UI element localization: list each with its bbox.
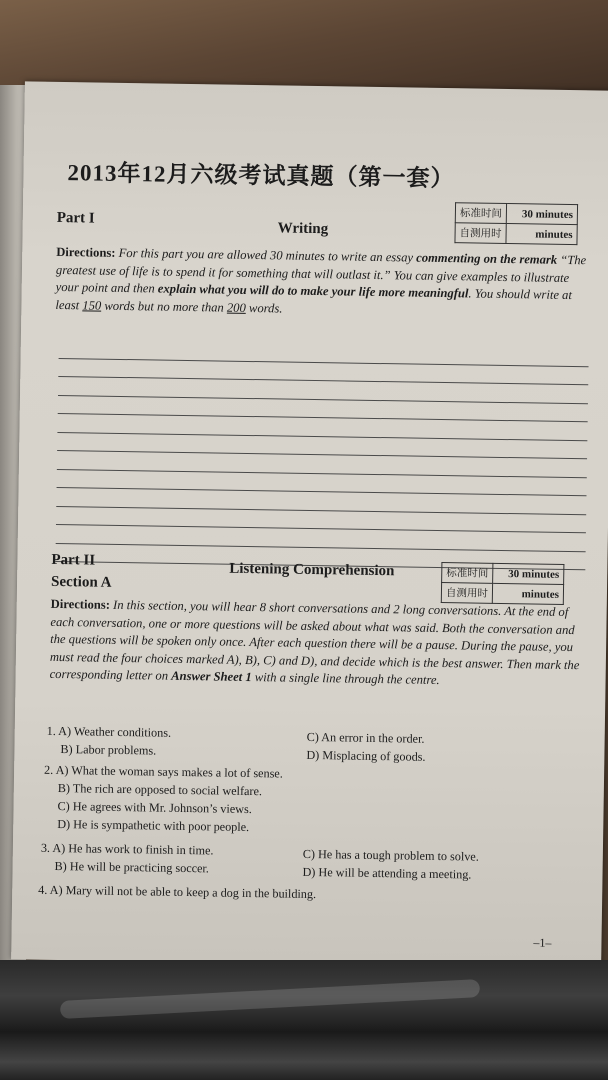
question-option: B) Labor problems.: [60, 742, 157, 758]
part1-title: Writing: [277, 220, 329, 238]
question-option: D) He will be attending a meeting.: [302, 864, 472, 882]
word-max: 200: [226, 300, 246, 315]
page-title: 2013年12月六级考试真题（第一套）: [67, 160, 455, 192]
plastic-wrap: [0, 960, 608, 1080]
question-option: 2. A) What the woman says makes a lot of sense.: [44, 762, 283, 781]
answer-sheet-ref: Answer Sheet 1: [171, 668, 252, 685]
directions-text: words.: [245, 300, 283, 315]
directions-text: words but no more than: [101, 298, 228, 315]
time-label: 标准时间: [442, 563, 493, 584]
time-value: 30 minutes: [506, 204, 577, 225]
directions-text: “The greatest use of life is to spend it for something that will outlast it.” You can give examples to illustrate your point and then: [55, 252, 587, 296]
directions-label: Directions:: [50, 596, 111, 612]
directions-text: with a single line through the centre.: [251, 670, 440, 688]
time-label: 自测用时: [441, 583, 492, 604]
page-number: –1–: [533, 935, 552, 950]
question-option: C) He agrees with Mr. Johnson’s views.: [57, 799, 252, 817]
question-option: C) He has a tough problem to solve.: [302, 846, 479, 864]
part2-title: Listening Comprehension: [229, 560, 395, 580]
directions-label: Directions:: [56, 244, 116, 260]
question-option: B) He will be practicing soccer.: [54, 858, 210, 876]
time-label: 标准时间: [455, 203, 506, 224]
question-option: 4. A) Mary will not be able to keep a dog in the building.: [38, 882, 317, 902]
part2-directions: [49, 596, 584, 692]
question-option: 1. A) Weather conditions.: [46, 723, 172, 740]
part2-time-table: [441, 562, 565, 605]
directions-text: In this section, you will hear 8 short conversations and 2 long conversations. At the end of each conversation, one or more questions will be asked about what was said. Both the conversation and the questions will be spoken only once. After each question there will be a pause. During the pause, you must read the four choices marked A), B), C) and D), and decide which is the best answer. Then mark the corresponding letter on: [49, 597, 580, 683]
part1-directions: [55, 244, 590, 322]
writing-lines: [55, 340, 588, 570]
exam-page: [11, 81, 608, 968]
section-a-label: Section A: [50, 573, 112, 591]
directions-text: . You should write at least: [55, 286, 573, 312]
time-value: minutes: [492, 583, 563, 604]
time-label: 自测用时: [455, 223, 506, 244]
question-option: D) He is sympathetic with poor people.: [57, 817, 250, 835]
directions-bold: explain what you will do to make your life more meaningful: [157, 281, 469, 301]
directions-text: For this part you are allowed 30 minutes to write an essay: [118, 245, 417, 265]
part1-label: Part I: [56, 209, 95, 227]
time-value: minutes: [506, 223, 577, 244]
word-min: 150: [82, 297, 102, 313]
question-option: B) The rich are opposed to social welfare.: [57, 781, 263, 799]
question-option: D) Misplacing of goods.: [306, 747, 426, 764]
question-option: 3. A) He has work to finish in time.: [40, 840, 214, 858]
directions-bold: commenting on the remark: [416, 250, 558, 267]
part1-time-table: [454, 202, 578, 245]
time-value: 30 minutes: [493, 563, 564, 584]
part2-label: Part II: [51, 551, 96, 569]
question-option: C) An error in the order.: [306, 729, 425, 746]
